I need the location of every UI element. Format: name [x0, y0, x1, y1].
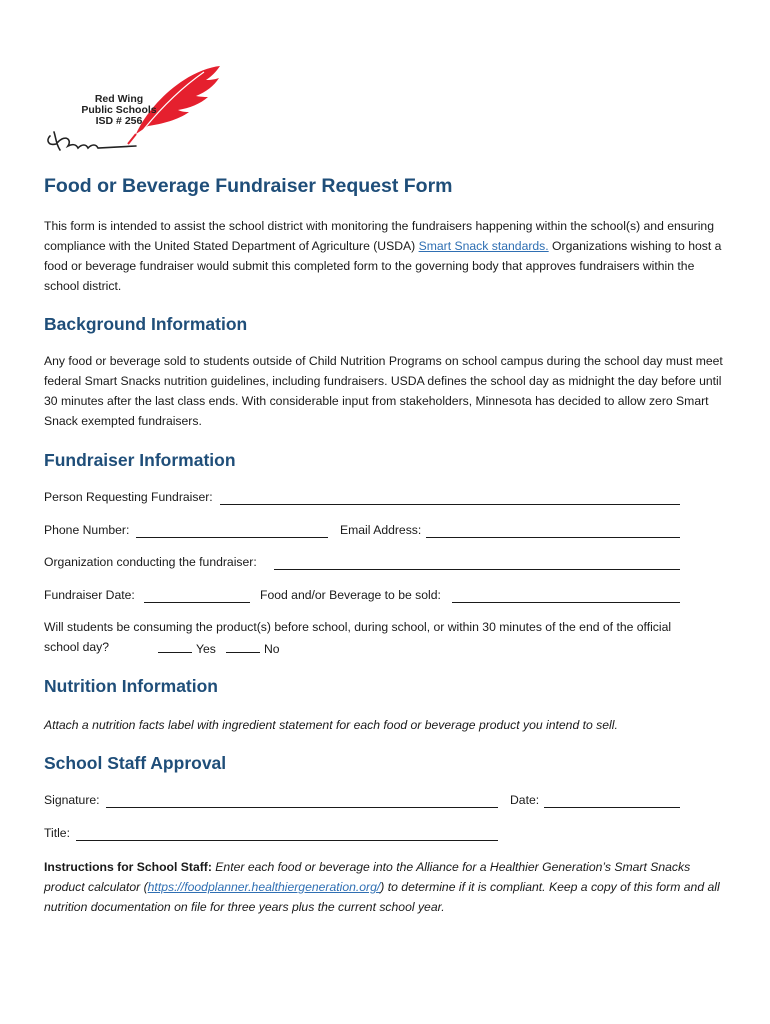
healthier-generation-link[interactable]: https://foodplanner.healthiergeneration.org/ [147, 880, 381, 894]
intro-text-end: Organizations wishing to host a food or beverage fundraiser would submit this completed form to the governing body that approves fundraisers within the school district. [44, 239, 722, 293]
date-food-row [44, 588, 684, 606]
title-field[interactable] [76, 840, 498, 841]
food-beverage-field[interactable] [452, 602, 680, 603]
consumption-answer-row [44, 640, 724, 658]
staff-instructions [44, 857, 724, 917]
consumption-question-row [44, 620, 724, 638]
phone-email-row [44, 523, 684, 541]
fundraiser-date-label: Fundraiser Date: [44, 588, 135, 602]
logo-line-3: ISD # 256 [95, 115, 143, 127]
signature-label: Signature: [44, 793, 100, 807]
no-option[interactable] [226, 640, 280, 656]
consumption-question: Will students be consuming the product(s) before school, during school, or within 30 minutes of the end of the official [44, 620, 672, 634]
person-requesting-label: Person Requesting Fundraiser: [44, 490, 213, 504]
signature-date-row [44, 793, 684, 811]
no-label: No [264, 642, 280, 656]
fundraiser-heading: Fundraiser Information [44, 450, 236, 470]
approval-date-label: Date: [510, 793, 540, 807]
email-address-field[interactable] [426, 537, 680, 538]
yes-blank[interactable] [158, 640, 192, 653]
background-paragraph: Any food or beverage sold to students outside of Child Nutrition Programs on school campus during the school day must meet federal Smart Snacks nutrition guidelines, including fundraisers. USDA defines the school day as midnight the day before until 30 minutes after the last class ends. With considerable input from stakeholders, Minnesota has decided to allow zero Smart Snack exempted fundraisers. [44, 354, 723, 428]
district-logo [44, 64, 224, 160]
organization-row [44, 555, 684, 573]
approval-date-field[interactable] [544, 807, 680, 808]
instructions-text-end: ) to determine if it is compliant. Keep a copy of this form and all nutrition documentation on file for three years plus the current school year. [44, 880, 720, 914]
nutrition-text: Attach a nutrition facts label with ingredient statement for each food or beverage product you intend to sell. [44, 718, 618, 732]
page-title: Food or Beverage Fundraiser Request Form [44, 175, 453, 197]
yes-option[interactable] [158, 640, 216, 656]
logo-wordmark [64, 94, 174, 127]
phone-number-field[interactable] [136, 537, 328, 538]
person-requesting-field[interactable] [220, 504, 680, 505]
smart-snack-standards-link[interactable]: Smart Snack standards. [418, 239, 549, 253]
nutrition-heading: Nutrition Information [44, 676, 219, 696]
fundraiser-date-field[interactable] [144, 602, 250, 603]
signature-field[interactable] [106, 807, 498, 808]
no-blank[interactable] [226, 640, 260, 653]
organization-field[interactable] [274, 569, 680, 570]
title-label: Title: [44, 826, 70, 840]
phone-number-label: Phone Number: [44, 523, 130, 537]
logo-line-2: Public Schools [81, 104, 157, 116]
logo-line-1: Red Wing [94, 93, 144, 105]
instructions-text: Enter each food or beverage into the Alliance for a Healthier Generation’s Smart Snacks product calculator ( [44, 860, 691, 894]
yes-label: Yes [196, 642, 216, 656]
food-beverage-label: Food and/or Beverage to be sold: [260, 588, 441, 602]
instructions-label: Instructions for School Staff: [44, 860, 212, 874]
email-address-label: Email Address: [340, 523, 422, 537]
title-row [44, 826, 684, 844]
intro-text: This form is intended to assist the school district with monitoring the fundraisers happening within the school(s) and ensuring compliance with the United Stated Department of Agriculture (USDA) [44, 219, 714, 253]
intro-paragraph [44, 216, 724, 296]
person-requesting-row [44, 490, 684, 508]
consumption-question-end: school day? [44, 640, 110, 654]
background-heading: Background Information [44, 314, 248, 334]
organization-label: Organization conducting the fundraiser: [44, 555, 257, 569]
approval-heading: School Staff Approval [44, 753, 227, 773]
